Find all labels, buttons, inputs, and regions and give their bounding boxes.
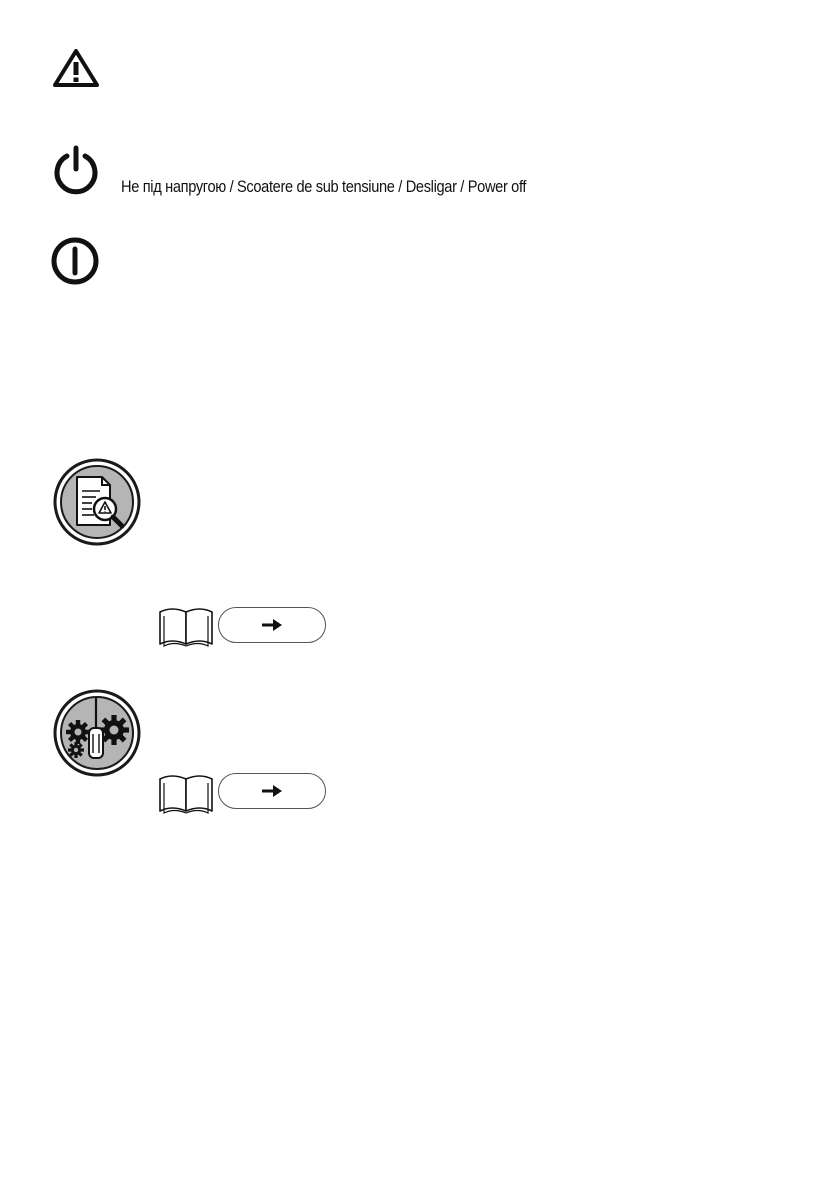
open-book-icon: [156, 604, 218, 648]
warning-triangle-icon: [52, 48, 100, 88]
arrow-right-icon: [260, 618, 284, 632]
power-standby-icon: [52, 145, 100, 195]
arrow-right-icon: [260, 784, 284, 798]
reference-pill: [218, 607, 326, 643]
power-off-label: Не під напругою / Scoatere de sub tensiune / Desligar / Power off: [121, 177, 527, 196]
screwdriver-gears-icon: [52, 688, 142, 778]
open-book-icon: [156, 771, 218, 815]
power-off-icon: [50, 236, 100, 286]
document-warning-magnifier-icon: [52, 457, 142, 547]
reference-pill: [218, 773, 326, 809]
